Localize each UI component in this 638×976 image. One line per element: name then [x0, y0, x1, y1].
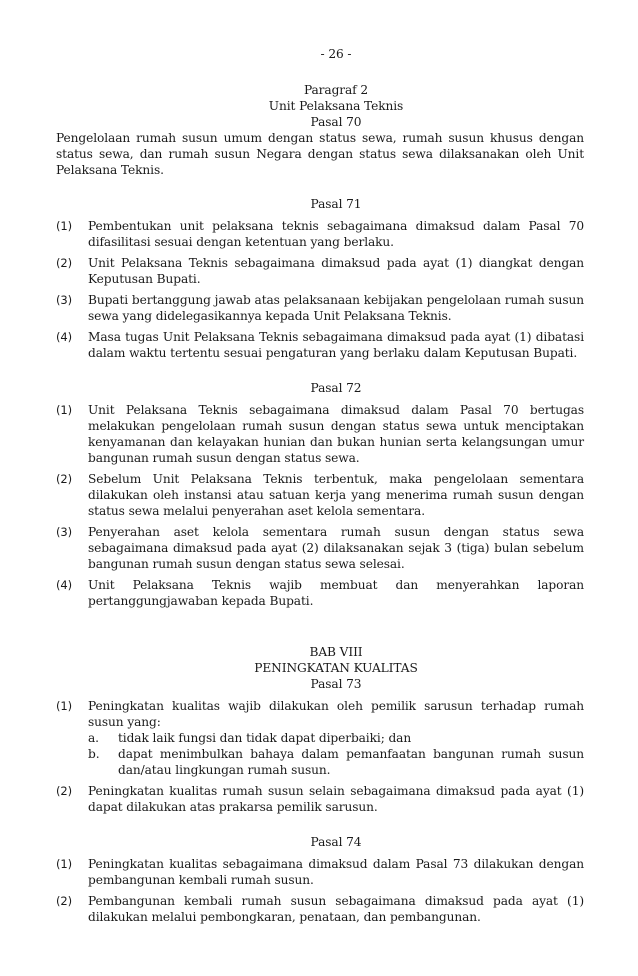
list-item — [56, 292, 584, 324]
item-text: Sebelum Unit Pelaksana Teknis terbentuk, maka pengelolaan sementara dilakukan oleh instansi atau satuan kerja yang menerima rumah susun dengan status sewa melalui penyerahan aset kelola sementara. — [88, 472, 584, 518]
item-text: Unit Pelaksana Teknis wajib membuat dan menyerahkan laporan pertanggungjawaban kepada Bupati. — [88, 578, 584, 608]
list-item — [56, 524, 584, 572]
item-text: Unit Pelaksana Teknis sebagaimana dimaksud pada ayat (1) diangkat dengan Keputusan Bupati. — [88, 256, 584, 286]
item-number: (1) — [56, 857, 72, 871]
list-item — [56, 329, 584, 361]
list-item — [56, 471, 584, 519]
item-number: (1) — [56, 219, 72, 233]
item-number: (3) — [56, 293, 72, 307]
sub-item-text: tidak laik fungsi dan tidak dapat diperbaiki; dan — [118, 731, 412, 745]
pasal-70-title: Pasal 70 — [310, 115, 362, 129]
pasal-73-list — [56, 698, 584, 815]
item-number: (4) — [56, 578, 72, 592]
item-text: Peningkatan kualitas wajib dilakukan oleh pemilik sarusun terhadap rumah susun yang: — [88, 699, 584, 729]
pasal-74-list — [56, 856, 584, 925]
pasal-73-title: Pasal 73 — [310, 677, 362, 691]
pasal-70-text: Pengelolaan rumah susun umum dengan status sewa, rumah susun khusus dengan status sewa, dan rumah susun Negara dengan status sewa dilaksanakan oleh Unit Pelaksana Teknis. — [56, 131, 584, 177]
bab-subtitle: PENINGKATAN KUALITAS — [254, 661, 418, 675]
item-text: Peningkatan kualitas rumah susun selain sebagaimana dimaksud pada ayat (1) dapat dilakukan atas prakarsa pemilik sarusun. — [88, 784, 584, 814]
item-number: (2) — [56, 472, 72, 486]
pasal-71-title: Pasal 71 — [310, 197, 362, 211]
list-item — [56, 856, 584, 888]
pasal-72-title: Pasal 72 — [310, 381, 362, 395]
item-number: (3) — [56, 525, 72, 539]
item-number: (4) — [56, 330, 72, 344]
sub-list — [88, 730, 584, 778]
sub-list-item — [88, 730, 584, 746]
sub-item-text: dapat menimbulkan bahaya dalam pemanfaatan bangunan rumah susun dan/atau lingkungan rumah susun. — [118, 747, 584, 777]
item-number: (1) — [56, 699, 72, 713]
item-text: Penyerahan aset kelola sementara rumah susun dengan status sewa sebagaimana dimaksud pada ayat (2) dilaksanakan sejak 3 (tiga) bulan sebelum bangunan rumah susun dengan status sewa selesai. — [88, 525, 584, 571]
item-text: Masa tugas Unit Pelaksana Teknis sebagaimana dimaksud pada ayat (1) dibatasi dalam waktu tertentu sesuai pengaturan yang berlaku dalam Keputusan Bupati. — [88, 330, 584, 360]
item-text: Bupati bertanggung jawab atas pelaksanaan kebijakan pengelolaan rumah susun sewa yang didelegasikannya kepada Unit Pelaksana Teknis. — [88, 293, 584, 323]
page-number: - 26 - — [320, 47, 352, 61]
item-text: Pembentukan unit pelaksana teknis sebagaimana dimaksud dalam Pasal 70 difasilitasi sesuai dengan ketentuan yang berlaku. — [88, 219, 584, 249]
item-text: Unit Pelaksana Teknis sebagaimana dimaksud dalam Pasal 70 bertugas melakukan pengelolaan rumah susun dengan status sewa untuk menciptakan kenyamanan dan kelayakan hunian dan bukan hunian serta kelangsungan umur bangunan rumah susun dengan status sewa. — [88, 403, 584, 465]
list-item — [56, 255, 584, 287]
bab-title: BAB VIII — [309, 645, 363, 659]
item-text: Pembangunan kembali rumah susun sebagaimana dimaksud pada ayat (1) dilakukan melalui pembongkaran, penataan, dan pembangunan. — [88, 894, 584, 924]
item-number: (2) — [56, 894, 72, 908]
item-text: Peningkatan kualitas sebagaimana dimaksud dalam Pasal 73 dilakukan dengan pembangunan kembali rumah susun. — [88, 857, 584, 887]
item-number: (2) — [56, 256, 72, 270]
paragraf-subtitle: Unit Pelaksana Teknis — [268, 99, 404, 113]
list-item — [56, 218, 584, 250]
sub-list-item — [88, 746, 584, 778]
pasal-71-list — [56, 218, 584, 361]
pasal-72-list — [56, 402, 584, 609]
list-item — [56, 893, 584, 925]
list-item — [56, 783, 584, 815]
sub-item-letter: b. — [88, 747, 100, 761]
list-item — [56, 698, 584, 778]
paragraf-title: Paragraf 2 — [303, 83, 369, 97]
pasal-74-title: Pasal 74 — [310, 835, 362, 849]
sub-item-letter: a. — [88, 731, 99, 745]
list-item — [56, 577, 584, 609]
list-item — [56, 402, 584, 466]
item-number: (1) — [56, 403, 72, 417]
item-number: (2) — [56, 784, 72, 798]
